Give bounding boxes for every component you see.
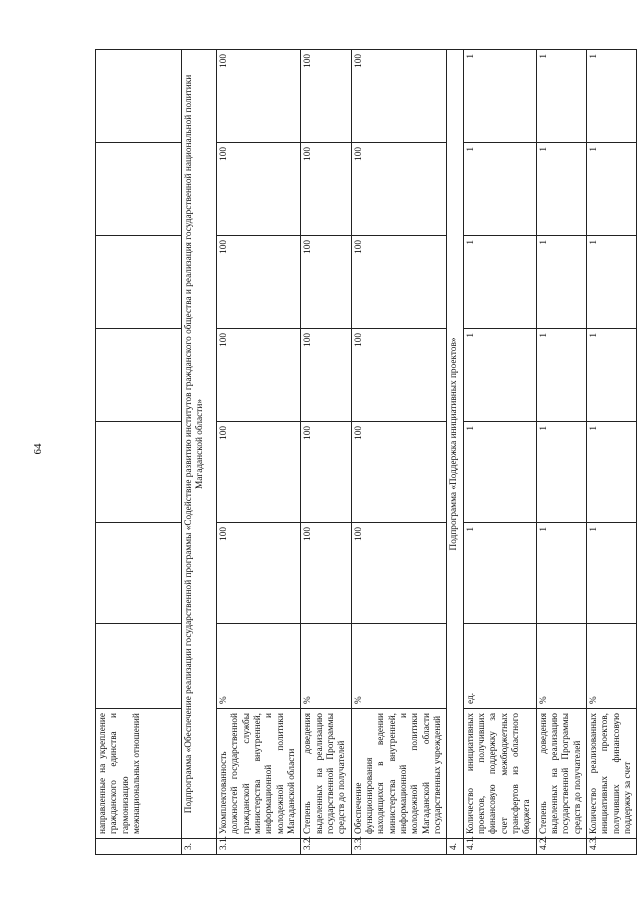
value-cell: 100 [217, 236, 301, 329]
value-cell: 100 [301, 236, 351, 329]
value-cell: 100 [301, 50, 351, 143]
unit-cell: % [586, 624, 636, 709]
value-cell: 100 [351, 422, 447, 523]
value-cell: 1 [536, 236, 586, 329]
value-cell: 1 [463, 236, 536, 329]
value-cell: 100 [217, 523, 301, 624]
rotated-table-container [95, 50, 633, 855]
value-cell: 1 [463, 50, 536, 143]
table-row [586, 50, 636, 855]
value-cell: 100 [351, 329, 447, 422]
value-cell: 1 [586, 523, 636, 624]
unit-cell: % [351, 624, 447, 709]
value-cell [96, 329, 182, 422]
value-cell: 1 [586, 50, 636, 143]
indicator-name: направленные на укрепление гражданского единства и гармонизацию межнациональных отношений [96, 709, 182, 839]
value-cell: 100 [217, 329, 301, 422]
row-number [96, 839, 182, 855]
subprogram-title: Подпрограмма «Поддержка инициативных проектов» [447, 50, 463, 839]
indicator-name: Укомплектованность должностей государственной гражданской службы министерства внутренней, информационной и молодежной политики Магаданской области [217, 709, 301, 839]
row-number: 3.2. [301, 839, 351, 855]
value-cell: 1 [463, 422, 536, 523]
page-number: 64 [32, 443, 44, 455]
indicators-table [95, 49, 637, 855]
subprogram-title: Подпрограмма «Обеспечение реализации государственной программы «Содействие развитию институтов гражданского общества и реализация государственной национальной политики Магаданской области» [182, 50, 217, 839]
value-cell [96, 236, 182, 329]
value-cell [96, 523, 182, 624]
table-row [536, 50, 586, 855]
table-row [463, 50, 536, 855]
table-row [96, 50, 182, 855]
value-cell: 1 [586, 236, 636, 329]
table-row [217, 50, 301, 855]
value-cell: 100 [351, 236, 447, 329]
value-cell: 100 [301, 143, 351, 236]
value-cell: 100 [301, 422, 351, 523]
unit-cell: % [301, 624, 351, 709]
value-cell: 100 [217, 143, 301, 236]
unit-cell: % [217, 624, 301, 709]
row-number: 3. [182, 839, 217, 855]
unit-cell: ед. [463, 624, 536, 709]
value-cell: 1 [586, 329, 636, 422]
value-cell: 100 [351, 50, 447, 143]
unit-cell [96, 624, 182, 709]
value-cell: 1 [536, 329, 586, 422]
indicator-name: Степень доведения выделенных на реализацию государственной Программы средств до получателей [536, 709, 586, 839]
value-cell: 100 [351, 523, 447, 624]
value-cell: 1 [536, 422, 586, 523]
row-number: 4.1. [463, 839, 536, 855]
row-number: 4.2. [536, 839, 586, 855]
indicator-name: Количество инициативных проектов, получивших финансовую поддержку за счет межбюджетных трансфертов из областного бюджета [463, 709, 536, 839]
value-cell: 100 [351, 143, 447, 236]
table-row [301, 50, 351, 855]
row-number: 3.3. [351, 839, 447, 855]
subprogram-row [182, 50, 217, 855]
value-cell: 1 [463, 523, 536, 624]
value-cell [96, 143, 182, 236]
row-number: 4. [447, 839, 463, 855]
value-cell: 100 [217, 50, 301, 143]
subprogram-row [447, 50, 463, 855]
indicator-name: Обеспечение функционирования находящихся в ведении министерства внутренней, информационной и молодежной политики Магаданской области государственных учреждений [351, 709, 447, 839]
row-number: 4.3. [586, 839, 636, 855]
value-cell: 1 [586, 143, 636, 236]
value-cell: 100 [217, 422, 301, 523]
value-cell: 100 [301, 329, 351, 422]
value-cell [96, 422, 182, 523]
value-cell: 1 [536, 143, 586, 236]
indicator-name: Степень доведения выделенных на реализацию государственной Программы средств до получателей [301, 709, 351, 839]
value-cell: 1 [463, 143, 536, 236]
value-cell: 1 [536, 523, 586, 624]
indicator-name: Количество реализованных инициативных проектов, получивших финансовую поддержку за счет [586, 709, 636, 839]
value-cell [96, 50, 182, 143]
value-cell: 1 [463, 329, 536, 422]
row-number: 3.1. [217, 839, 301, 855]
value-cell: 1 [586, 422, 636, 523]
value-cell: 1 [536, 50, 586, 143]
unit-cell: % [536, 624, 586, 709]
value-cell: 100 [301, 523, 351, 624]
table-row [351, 50, 447, 855]
